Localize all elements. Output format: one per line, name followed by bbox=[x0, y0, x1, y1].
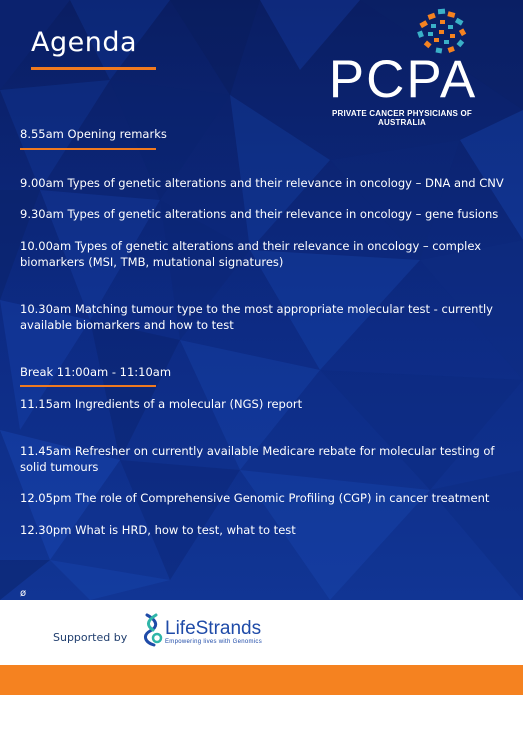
bottom-margin bbox=[0, 695, 523, 740]
pcpa-logo-subtitle: PRIVATE CANCER PHYSICIANS OF AUSTRALIA bbox=[332, 109, 472, 127]
title-underline bbox=[31, 67, 156, 70]
lifestrands-logo-icon bbox=[140, 613, 164, 647]
agenda-item-line: biomarkers (MSI, TMB, mutational signatures) bbox=[20, 255, 284, 269]
sponsor-tagline: Empowering lives with Genomics bbox=[165, 639, 263, 645]
agenda-item-line: 10.00am Types of genetic alterations and their relevance in oncology – complex bbox=[20, 239, 482, 253]
pcpa-logo-text: PCPA bbox=[328, 50, 478, 109]
agenda-item-complex-biomarkers bbox=[20, 238, 510, 270]
agenda-item-line: 10.30am Matching tumour type to the most appropriate molecular test - currently bbox=[20, 302, 493, 316]
agenda-item-line: 11.45am Refresher on currently available Medicare rebate for molecular testing of bbox=[20, 444, 495, 458]
agenda-item-opening: 8.55am Opening remarks bbox=[20, 127, 167, 141]
agenda-item-hrd: 12.30pm What is HRD, how to test, what to test bbox=[20, 523, 296, 537]
footer-glyph: ø bbox=[20, 588, 27, 599]
agenda-item-ngs-report: 11.15am Ingredients of a molecular (NGS) report bbox=[20, 397, 303, 411]
agenda-item-matching-tumour bbox=[20, 301, 510, 333]
supported-by-label: Supported by bbox=[53, 631, 128, 644]
agenda-item-line: available biomarkers and how to test bbox=[20, 318, 234, 332]
agenda-item-dna-cnv: 9.00am Types of genetic alterations and their relevance in oncology – DNA and CNV bbox=[20, 176, 504, 190]
orange-footer-band bbox=[0, 665, 523, 695]
break-underline bbox=[20, 385, 156, 387]
agenda-item-line: solid tumours bbox=[20, 460, 99, 474]
opening-underline bbox=[20, 148, 156, 150]
agenda-item-cgp: 12.05pm The role of Comprehensive Genomic Profiling (CGP) in cancer treatment bbox=[20, 491, 490, 505]
sponsor-name: LifeStrands bbox=[165, 618, 262, 639]
agenda-item-break: Break 11:00am - 11:10am bbox=[20, 365, 172, 379]
agenda-item-gene-fusions: 9.30am Types of genetic alterations and their relevance in oncology – gene fusions bbox=[20, 207, 499, 221]
page-title: Agenda bbox=[31, 27, 138, 58]
agenda-item-medicare-rebate bbox=[20, 443, 510, 475]
